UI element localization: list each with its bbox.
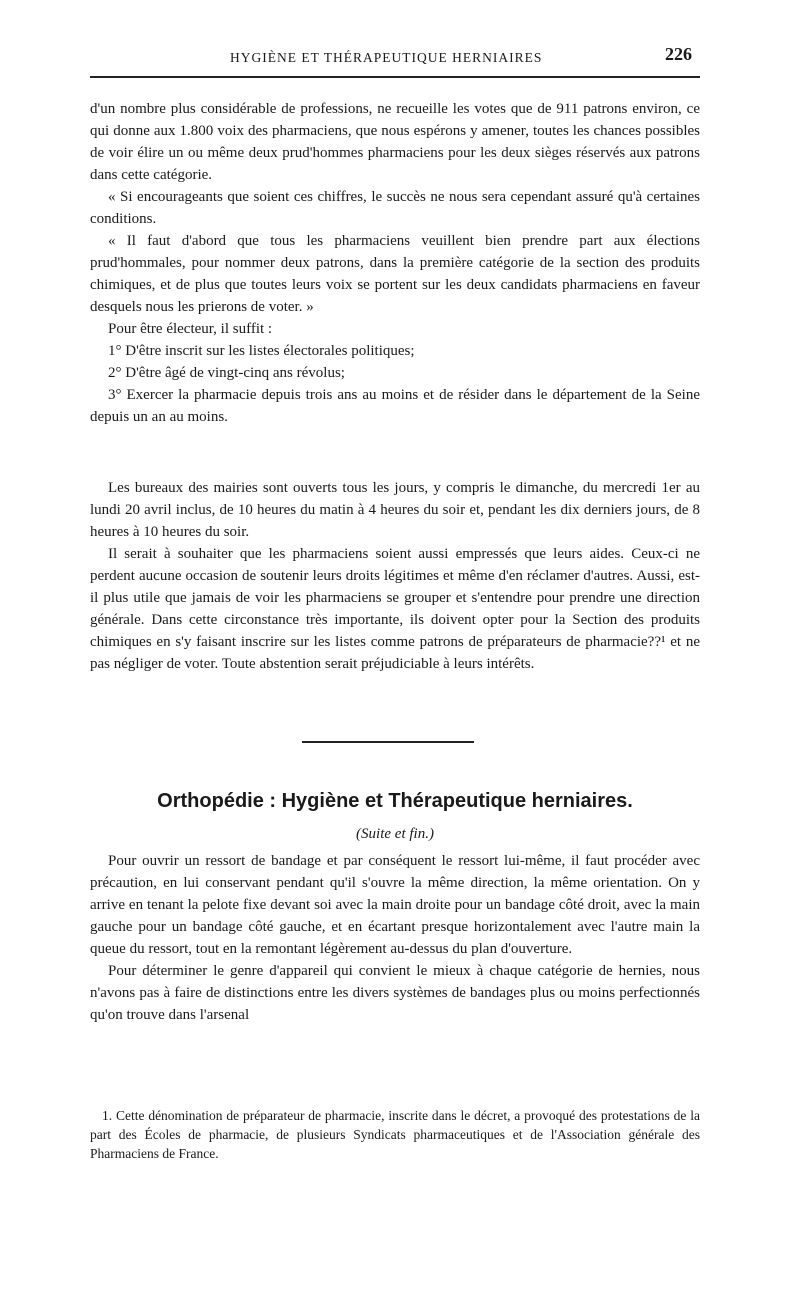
- page-number: 226: [665, 44, 692, 64]
- footnote: [90, 1106, 700, 1163]
- list-item: 1° D'être inscrit sur les listes électorales politiques;: [108, 343, 415, 359]
- paragraph: Pour être électeur, il suffit :: [108, 321, 273, 337]
- page-header: [90, 40, 700, 68]
- list-item: 2° D'être âgé de vingt-cinq ans révolus;: [108, 365, 345, 381]
- paragraph: Pour déterminer le genre d'appareil qui convient le mieux à chaque catégorie de hernies, nous n'avons pas à faire de distinctions entre les divers systèmes de bandages plus ou moins perfectionnés qu'on trouve dans l'arsenal: [90, 963, 700, 1023]
- paragraph: d'un nombre plus considérable de professions, ne recueille les votes que de 911 patrons environ, ce qui donne aux 1.800 voix des pharmaciens, que nous espérons y amener, toutes les chances possibles de voir élire un ou même deux prud'hommes pharmaciens pour les deux sièges réservés aux patrons dans cette catégorie.: [90, 101, 700, 183]
- document-page: [90, 40, 700, 1161]
- paragraph: Les bureaux des mairies sont ouverts tous les jours, y compris le dimanche, du mercredi 1er au lundi 20 avril inclus, de 10 heures du matin à 4 heures du soir et, pendant les dix derniers jours, de 8 heures à 10 heures du soir.: [90, 480, 700, 540]
- list-item: 3° Exercer la pharmacie depuis trois ans au moins et de résider dans le département de la Seine depuis un an au moins.: [90, 387, 700, 425]
- body-block-1: [90, 98, 700, 428]
- running-title: HYGIÈNE ET THÉRAPEUTIQUE HERNIAIRES: [230, 50, 543, 65]
- paragraph: Pour ouvrir un ressort de bandage et par conséquent le ressort lui-même, il faut procéder avec précaution, en lui conservant pendant qu'il s'ouvre la même direction, la même orientation. On y arrive en tenant la pelote fixe devant soi avec la main droite pour un bandage côté droit, avec la main gauche pour un bandage côté gauche, et en écartant presque horizontalement avec l'autre main la queue du ressort, tout en la remontant légèrement au-dessus du plan d'ouverture.: [90, 853, 700, 957]
- body-block-2: [90, 477, 700, 675]
- section-subtitle: (Suite et fin.): [356, 826, 434, 842]
- paragraph: « Si encourageants que soient ces chiffres, le succès ne nous sera cependant assuré qu'à certaines conditions.: [90, 189, 700, 227]
- paragraph: Il serait à souhaiter que les pharmaciens soient aussi empressés que leurs aides. Ceux-ci ne perdent aucune occasion de soutenir leurs droits légitimes et même d'en réclamer d'autres. Aussi, est-il plus utile que jamais de voir les pharmaciens se grouper et s'entendre pour prendre une direction générale. Dans cette circonstance très importante, ils doivent opter pour la Section des produits chimiques en s'y faisant inscrire sur les listes comme patrons de préparateurs de pharmacie??¹ et ne pas négliger de voter. Toute abstention serait préjudiciable à leurs intérêts.: [90, 546, 700, 672]
- section-separator: [302, 741, 474, 743]
- section-title: Orthopédie : Hygiène et Thérapeutique herniaires.: [157, 790, 633, 812]
- footnote-text: 1. Cette dénomination de préparateur de pharmacie, inscrite dans le décret, a provoqué des protestations de la part des Écoles de pharmacie, de plusieurs Syndicats pharmaceutiques et de l'Association générale des Pharmaciens de France.: [90, 1108, 700, 1161]
- paragraph: « Il faut d'abord que tous les pharmaciens veuillent bien prendre part aux élections prud'hommales, pour nommer deux patrons, dans la première catégorie de la section des produits chimiques, et de plus que toutes leurs voix se portent sur les deux candidats pharmaciens en faveur desquels nous les prierons de voter. »: [90, 233, 700, 315]
- body-block-3: [90, 850, 700, 1026]
- header-rule: [90, 76, 700, 78]
